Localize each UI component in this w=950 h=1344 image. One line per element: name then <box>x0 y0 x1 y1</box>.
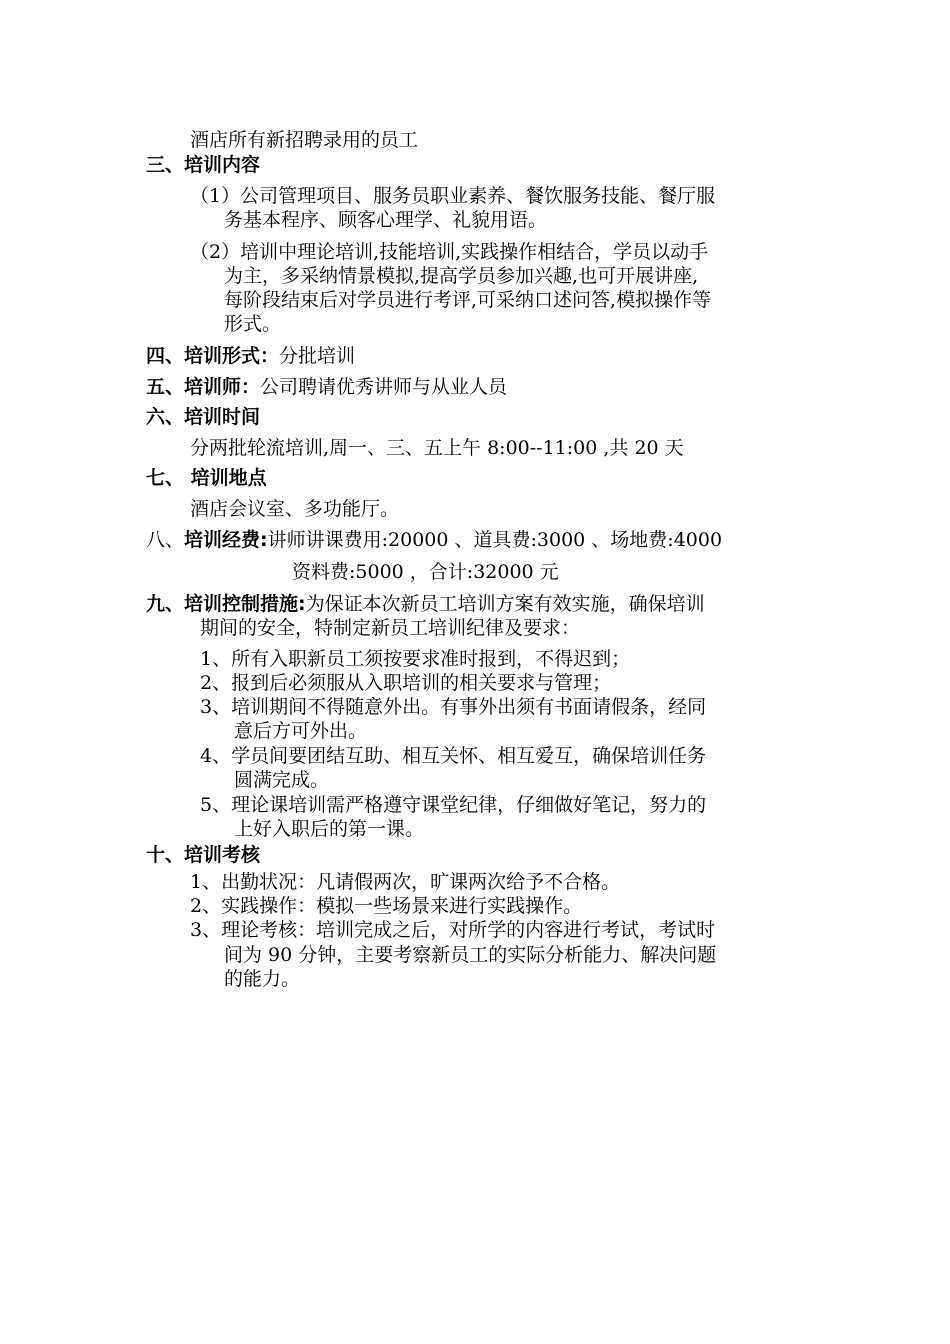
section-8-content-line-2: 资料费:5000 ，合计:32000 元 <box>292 561 559 583</box>
rule-5-line-2: 上好入职后的第一课。 <box>234 818 425 840</box>
section-9-line-1 <box>146 592 705 616</box>
section-5-heading: 五、培训师： <box>146 376 261 398</box>
assessment-2: 2、实践操作：模拟一些场景来进行实践操作。 <box>190 895 583 917</box>
assessment-1: 1、出勤状况：凡请假两次，旷课两次给予不合格。 <box>190 871 621 893</box>
rule-3-line-1: 3、培训期间不得随意外出。有事外出须有书面请假条，经同 <box>200 696 707 718</box>
content-item-1-line-1: （1）公司管理项目、服务员职业素养、餐饮服务技能、餐厅服 <box>190 185 716 207</box>
section-9-intro-line-2: 期间的安全，特制定新员工培训纪律及要求： <box>200 617 581 639</box>
assessment-3-line-1: 3、理论考核：培训完成之后，对所学的内容进行考试，考试时 <box>190 919 716 941</box>
section-9-heading: 九、培训控制措施: <box>146 593 306 615</box>
trainee-scope-text: 酒店所有新招聘录用的员工 <box>190 129 419 151</box>
content-item-2-line-2: 为主，多采纳情景模拟,提高学员参加兴趣,也可开展讲座, <box>224 265 699 287</box>
section-8-line-1 <box>146 528 722 552</box>
section-6-heading: 六、培训时间 <box>146 406 261 428</box>
section-4-content: 分批培训 <box>279 345 356 367</box>
section-7-heading: 七、 培训地点 <box>146 467 267 489</box>
assessment-3-line-2: 间为 90 分钟，主要考察新员工的实际分析能力、解决问题 <box>224 944 717 966</box>
section-8-content-line-1: 讲师讲课费用:20000 、道具费:3000 、场地费:4000 <box>267 529 723 551</box>
rule-2: 2、报到后必须服从入职培训的相关要求与管理； <box>200 672 612 694</box>
section-6-content: 分两批轮流培训,周一、三、五上午 8:00--11:00 ,共 20 天 <box>190 437 684 459</box>
section-4-heading: 四、培训形式： <box>146 345 280 367</box>
section-5 <box>146 375 507 399</box>
section-8-number: 八、 <box>146 529 185 551</box>
content-item-2-line-4: 形式。 <box>224 313 282 335</box>
content-item-2-line-1: （2）培训中理论培训,技能培训,实践操作相结合，学员以动手 <box>190 241 709 263</box>
section-3-heading: 三、培训内容 <box>146 154 261 176</box>
section-5-content: 公司聘请优秀讲师与从业人员 <box>260 376 508 398</box>
section-9-intro-line-1: 为保证本次新员工培训方案有效实施，确保培训 <box>305 593 705 615</box>
rule-5-line-1: 5、理论课培训需严格遵守课堂纪律，仔细做好笔记，努力的 <box>200 794 707 816</box>
assessment-3-line-3: 的能力。 <box>224 968 301 990</box>
content-item-2-line-3: 每阶段结束后对学员进行考评,可采纳口述问答,模拟操作等 <box>224 289 712 311</box>
section-7-content: 酒店会议室、多功能厅。 <box>190 498 400 520</box>
section-4 <box>146 344 355 368</box>
section-10-heading: 十、培训考核 <box>146 844 261 866</box>
rule-3-line-2: 意后方可外出。 <box>234 720 368 742</box>
rule-4-line-2: 圆满完成。 <box>234 769 330 791</box>
section-8-heading: 培训经费: <box>184 529 268 551</box>
content-item-1-line-2: 务基本程序、顾客心理学、礼貌用语。 <box>224 209 548 231</box>
rule-1: 1、所有入职新员工须按要求准时报到，不得迟到； <box>200 648 631 670</box>
rule-4-line-1: 4、学员间要团结互助、相互关怀、相互爱互，确保培训任务 <box>200 745 707 767</box>
